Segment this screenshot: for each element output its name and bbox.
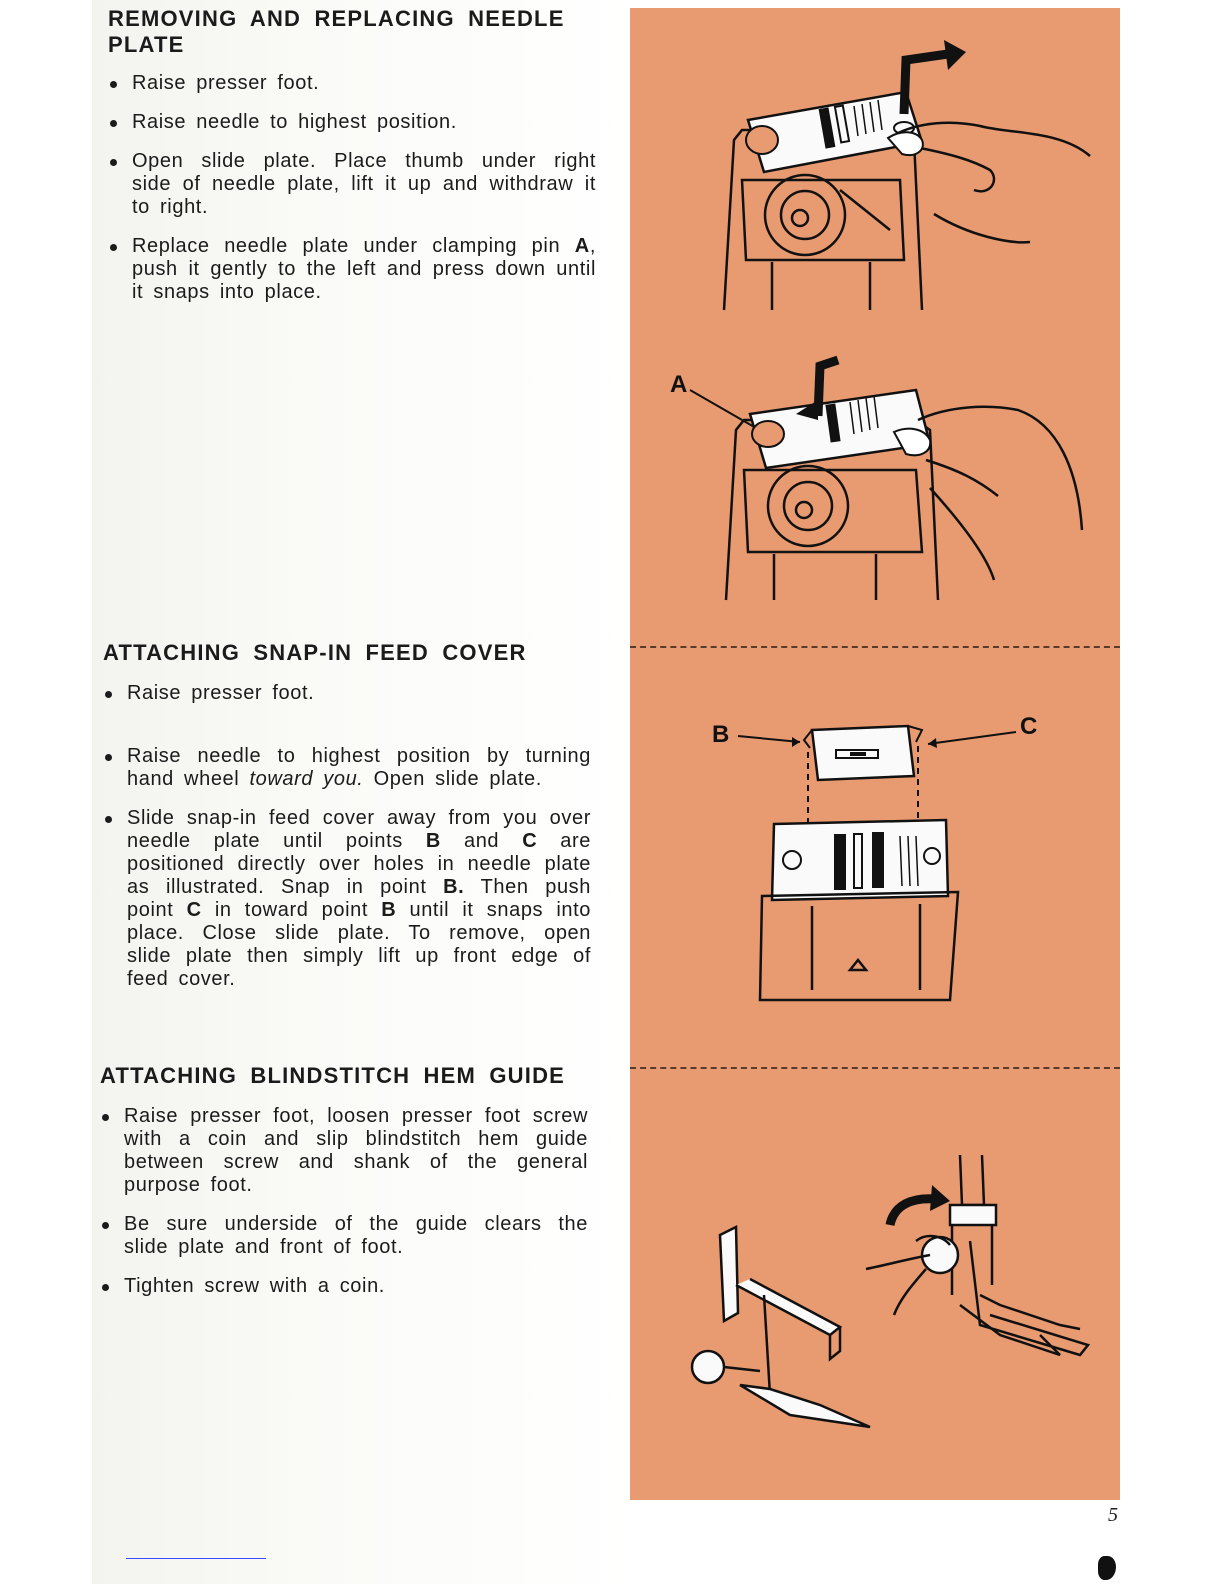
footer-rule [126,1558,266,1559]
figure-remove-needle-plate [690,30,1110,320]
figure-blindstitch-guide [680,1145,1100,1445]
list-item: Tighten screw with a coin. [100,1275,588,1298]
section-feed-cover [103,640,593,991]
instruction-list [100,1105,588,1298]
list-item: Raise presser foot, loosen presser foot screw with a coin and slip blindstitch hem guide between screw and shank of the general purpose foot. [100,1105,588,1197]
list-item: Raise needle to highest position. [108,111,596,134]
list-item: Raise presser foot. [108,72,596,95]
list-item: Open slide plate. Place thumb under right side of needle plate, lift it up and withdraw it to right. [108,150,596,219]
list-item: Raise needle to highest position by turning hand wheel toward you. Open slide plate. [103,745,591,791]
corner-mark [1098,1556,1116,1580]
section-heading: ATTACHING SNAP-IN FEED COVER [103,640,527,665]
figure-replace-needle-plate [668,340,1108,610]
list-item: Replace needle plate under clamping pin A, push it gently to the left and press down until it snaps into place. [108,235,596,304]
list-item: Be sure underside of the guide clears the slide plate and front of foot. [100,1213,588,1259]
label-c: C [1020,713,1038,740]
section-blindstitch [100,1063,590,1298]
heading-line-1: REMOVING AND REPLACING NEEDLE [108,6,565,31]
hem-guide-right [922,1155,1088,1355]
figure-feed-cover [700,700,1060,1005]
label-a: A [670,371,688,398]
section-heading: ATTACHING BLINDSTITCH HEM GUIDE [100,1063,566,1088]
heading-line-2: PLATE [108,32,185,57]
section-heading [108,6,598,58]
label-b: B [712,721,730,748]
instruction-list [103,682,591,991]
section-needle-plate [108,6,598,304]
dashed-divider [630,1067,1120,1069]
instruction-list [108,72,596,304]
list-item: Slide snap-in feed cover away from you over needle plate until points B and C are positioned directly over holes in needle plate as illustrated. Snap in point B. Then push point C in toward point B until it snaps into place. Close slide plate. To remove, open slide plate then simply lift up front edge of feed cover. [103,807,591,991]
page-number: 5 [1108,1504,1118,1526]
feed-cover [804,726,922,780]
hem-guide-left [692,1227,870,1427]
dashed-divider [630,646,1120,648]
needle-plate [746,92,922,172]
list-item: Raise presser foot. [103,682,591,705]
